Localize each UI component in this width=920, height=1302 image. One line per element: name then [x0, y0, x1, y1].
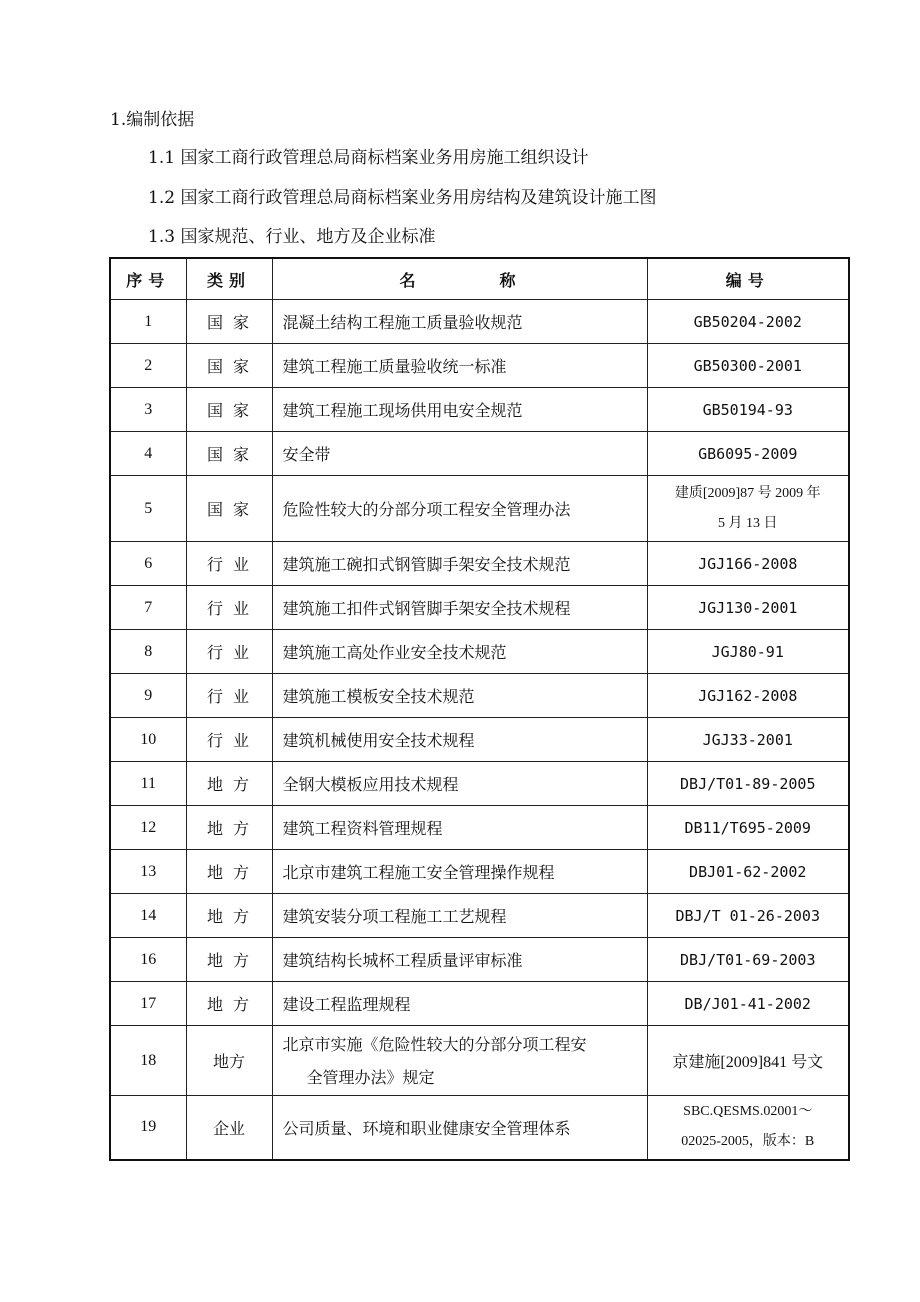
table-row — [110, 850, 849, 894]
row-code: DBJ/T01-89-2005 — [647, 762, 849, 806]
row-category: 地方 — [186, 938, 272, 982]
row-seq: 11 — [110, 762, 186, 806]
row-name: 建筑工程施工现场供用电安全规范 — [272, 388, 647, 432]
table-row — [110, 938, 849, 982]
row-seq: 12 — [110, 806, 186, 850]
row-category: 地方 — [186, 1026, 272, 1096]
row-category: 国家 — [186, 388, 272, 432]
row-name: 建设工程监理规程 — [272, 982, 647, 1026]
row-code-line: 建质[2009]87 号 2009 年 — [674, 485, 821, 501]
row-name: 建筑施工模板安全技术规范 — [272, 674, 647, 718]
table-row — [110, 982, 849, 1026]
row-seq: 14 — [110, 894, 186, 938]
row-code: GB50204-2002 — [647, 300, 849, 344]
row-code: JGJ33-2001 — [647, 718, 849, 762]
row-name: 建筑工程资料管理规程 — [272, 806, 647, 850]
row-code: GB50194-93 — [647, 388, 849, 432]
row-category: 行业 — [186, 542, 272, 586]
row-category: 地方 — [186, 850, 272, 894]
table-row — [110, 674, 849, 718]
subsection-heading: 1.1 国家工商行政管理总局商标档案业务用房施工组织设计 — [148, 148, 589, 168]
table-row — [110, 718, 849, 762]
row-code: DB/J01-41-2002 — [647, 982, 849, 1026]
row-seq: 19 — [110, 1096, 186, 1160]
table-row — [110, 476, 849, 542]
table-header-row — [110, 258, 849, 300]
row-name: 建筑安装分项工程施工工艺规程 — [272, 894, 647, 938]
table-row — [110, 586, 849, 630]
row-category: 地方 — [186, 762, 272, 806]
row-name: 建筑机械使用安全技术规程 — [272, 718, 647, 762]
row-code-line: 02025-2005，版本：B — [681, 1134, 815, 1150]
subsection-heading: 1.3 国家规范、行业、地方及企业标准 — [148, 227, 436, 247]
table-row — [110, 542, 849, 586]
row-code: JGJ80-91 — [647, 630, 849, 674]
row-category: 行业 — [186, 630, 272, 674]
row-code — [647, 476, 849, 542]
table-row — [110, 388, 849, 432]
row-seq: 18 — [110, 1026, 186, 1096]
row-code-line: SBC.QESMS.02001～ — [683, 1104, 813, 1120]
row-seq: 17 — [110, 982, 186, 1026]
row-code: GB6095-2009 — [647, 432, 849, 476]
row-seq: 16 — [110, 938, 186, 982]
header-code: 编号 — [647, 258, 849, 300]
row-name: 建筑施工高处作业安全技术规范 — [272, 630, 647, 674]
row-name: 安全带 — [272, 432, 647, 476]
header-category: 类别 — [186, 258, 272, 300]
row-code: DB11/T695-2009 — [647, 806, 849, 850]
header-seq: 序号 — [110, 258, 186, 300]
row-name: 建筑结构长城杯工程质量评审标准 — [272, 938, 647, 982]
row-name: 全钢大模板应用技术规程 — [272, 762, 647, 806]
row-seq: 5 — [110, 476, 186, 542]
row-category: 地方 — [186, 894, 272, 938]
row-category: 国家 — [186, 432, 272, 476]
row-name: 公司质量、环境和职业健康安全管理体系 — [272, 1096, 647, 1160]
row-name: 混凝土结构工程施工质量验收规范 — [272, 300, 647, 344]
row-category: 企业 — [186, 1096, 272, 1160]
standards-table — [109, 257, 850, 1161]
table-row — [110, 762, 849, 806]
row-name: 危险性较大的分部分项工程安全管理办法 — [272, 476, 647, 542]
row-name: 建筑施工碗扣式钢管脚手架安全技术规范 — [272, 542, 647, 586]
row-code: JGJ162-2008 — [647, 674, 849, 718]
row-category: 国家 — [186, 300, 272, 344]
table-row — [110, 432, 849, 476]
table-row — [110, 344, 849, 388]
row-name: 建筑施工扣件式钢管脚手架安全技术规程 — [272, 586, 647, 630]
row-category: 地方 — [186, 982, 272, 1026]
row-seq: 1 — [110, 300, 186, 344]
row-name: 北京市建筑工程施工安全管理操作规程 — [272, 850, 647, 894]
row-code-line: 5 月 13 日 — [718, 515, 778, 531]
row-seq: 6 — [110, 542, 186, 586]
row-code: JGJ166-2008 — [647, 542, 849, 586]
row-code: 京建施[2009]841 号文 — [647, 1026, 849, 1096]
row-code: JGJ130-2001 — [647, 586, 849, 630]
row-category: 国家 — [186, 344, 272, 388]
subsection-heading: 1.2 国家工商行政管理总局商标档案业务用房结构及建筑设计施工图 — [148, 188, 657, 208]
table-row — [110, 300, 849, 344]
row-category: 地方 — [186, 806, 272, 850]
row-seq: 10 — [110, 718, 186, 762]
row-code: GB50300-2001 — [647, 344, 849, 388]
row-name — [272, 1026, 647, 1096]
row-category: 国家 — [186, 476, 272, 542]
table-row — [110, 806, 849, 850]
row-seq: 3 — [110, 388, 186, 432]
row-code — [647, 1096, 849, 1160]
row-category: 行业 — [186, 586, 272, 630]
row-name: 建筑工程施工质量验收统一标准 — [272, 344, 647, 388]
row-category: 行业 — [186, 674, 272, 718]
row-category: 行业 — [186, 718, 272, 762]
row-name-line: 北京市实施《危险性较大的分部分项工程安 — [282, 1034, 587, 1054]
row-seq: 2 — [110, 344, 186, 388]
section-heading: 1.编制依据 — [110, 110, 195, 130]
row-seq: 7 — [110, 586, 186, 630]
row-code: DBJ/T01-69-2003 — [647, 938, 849, 982]
table-row — [110, 894, 849, 938]
row-code: DBJ01-62-2002 — [647, 850, 849, 894]
row-name-line: 全管理办法》规定 — [306, 1067, 435, 1087]
row-seq: 9 — [110, 674, 186, 718]
row-code: DBJ/T 01-26-2003 — [647, 894, 849, 938]
header-name: 名 称 — [272, 258, 647, 300]
row-seq: 4 — [110, 432, 186, 476]
table-row — [110, 1026, 849, 1096]
table-row — [110, 1096, 849, 1160]
table-row — [110, 630, 849, 674]
row-seq: 13 — [110, 850, 186, 894]
row-seq: 8 — [110, 630, 186, 674]
